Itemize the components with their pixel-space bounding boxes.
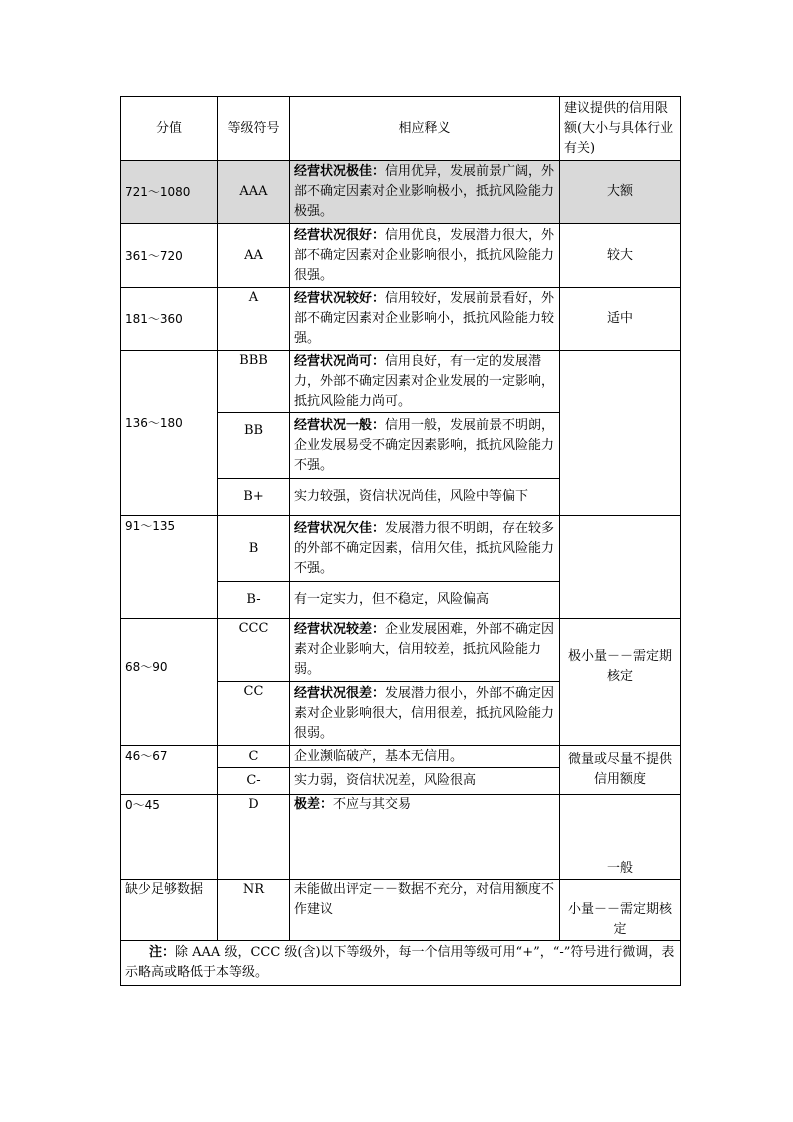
meaning-cell — [290, 795, 560, 880]
meaning-text: 信用优异，发展前景广阔，外部不确定因素对企业影响极小，抵抗风险能力极强。 — [294, 164, 555, 219]
header-limit: 建议提供的信用限额(大小与具体行业有关) — [560, 97, 681, 161]
meaning-text: 信用较好，发展前景看好，外部不确定因素对企业影响小，抵抗风险能力较强。 — [294, 291, 555, 346]
limit-cell: 小量－－需定期核定 — [560, 880, 681, 941]
score-cell: 91～135 — [121, 516, 218, 619]
note-cell — [121, 941, 681, 986]
limit-cell: 较大 — [560, 224, 681, 288]
meaning-text: 信用一般，发展前景不明朗，企业发展易受不确定因素影响，抵抗风险能力不强。 — [294, 417, 555, 473]
grade-cell: B- — [218, 582, 290, 619]
note-text: 除 AAA 级，CCC 级(含)以下等级外，每一个信用等级可用“+”，“-”符号进行微调，表示略高或略低于本等级。 — [125, 945, 675, 980]
header-row — [121, 97, 681, 161]
meaning-bold: 经营状况较好： — [294, 291, 386, 306]
meaning-bold: 经营状况尚可： — [294, 353, 386, 369]
meaning-cell — [290, 351, 560, 413]
table-row — [121, 288, 681, 351]
meaning-text: 发展潜力很小，外部不确定因素对企业影响很大，信用很差，抵抗风险能力很弱。 — [294, 685, 555, 741]
score-cell: 181～360 — [121, 288, 218, 351]
grade-cell: AA — [218, 224, 290, 288]
limit-cell: 微量或尽量不提供信用额度 — [560, 746, 681, 795]
grade-cell: CC — [218, 682, 290, 746]
header-grade: 等级符号 — [218, 97, 290, 161]
meaning-cell — [290, 682, 560, 746]
meaning-bold: 经营状况很好： — [294, 227, 386, 243]
meaning-cell — [290, 619, 560, 682]
table-row — [121, 224, 681, 288]
meaning-cell — [290, 516, 560, 582]
meaning-cell: 有一定实力，但不稳定，风险偏高 — [290, 582, 560, 619]
table-row — [121, 516, 681, 582]
meaning-bold: 经营状况很差： — [294, 685, 386, 701]
grade-cell: NR — [218, 880, 290, 941]
meaning-text: 企业发展困难，外部不确定因素对企业影响大，信用较差，抵抗风险能力弱。 — [294, 622, 555, 677]
table-row — [121, 351, 681, 413]
grade-cell: A — [218, 288, 290, 351]
table-row — [121, 161, 681, 224]
grade-cell: C — [218, 746, 290, 768]
score-cell: 0～45 — [121, 795, 218, 880]
meaning-text: 信用优良，发展潜力很大，外部不确定因素对企业影响很小，抵抗风险能力很强。 — [294, 227, 555, 283]
meaning-cell: 未能做出评定－－数据不充分，对信用额度不作建议 — [290, 880, 560, 941]
table-row — [121, 619, 681, 682]
grade-cell: BB — [218, 413, 290, 479]
score-cell: 721～1080 — [121, 161, 218, 224]
meaning-text: 信用良好，有一定的发展潜力，外部不确定因素对企业发展的一定影响，抵抗风险能力尚可。 — [294, 353, 555, 409]
grade-cell: CCC — [218, 619, 290, 682]
meaning-cell — [290, 413, 560, 479]
credit-rating-table — [120, 96, 681, 986]
header-meaning: 相应释义 — [290, 97, 560, 161]
limit-cell: 大额 — [560, 161, 681, 224]
grade-cell: D — [218, 795, 290, 880]
meaning-cell — [290, 224, 560, 288]
score-cell: 68～90 — [121, 619, 218, 746]
score-cell: 缺少足够数据 — [121, 880, 218, 941]
meaning-cell — [290, 288, 560, 351]
limit-cell-empty — [560, 516, 681, 619]
meaning-cell: 企业濒临破产，基本无信用。 — [290, 746, 560, 768]
limit-cell: 极小量－－需定期核定 — [560, 619, 681, 746]
meaning-bold: 经营状况极佳： — [294, 164, 386, 179]
grade-cell: BBB — [218, 351, 290, 413]
meaning-bold: 经营状况一般： — [294, 417, 386, 433]
note-label: 注： — [149, 945, 176, 960]
score-cell: 136～180 — [121, 351, 218, 516]
grade-cell: B — [218, 516, 290, 582]
meaning-text: 发展潜力很不明朗，存在较多的外部不确定因素，信用欠佳，抵抗风险能力不强。 — [294, 520, 555, 576]
note-row — [121, 941, 681, 986]
meaning-cell: 实力弱，资信状况差，风险很高 — [290, 768, 560, 795]
grade-cell: C- — [218, 768, 290, 795]
grade-cell: B+ — [218, 479, 290, 516]
limit-cell: 适中 — [560, 288, 681, 351]
table-row — [121, 880, 681, 941]
score-cell: 46～67 — [121, 746, 218, 795]
meaning-bold: 极差： — [294, 797, 334, 812]
meaning-bold: 经营状况较差： — [294, 622, 386, 637]
table-row — [121, 746, 681, 768]
meaning-text: 不应与其交易 — [333, 797, 412, 812]
score-cell: 361～720 — [121, 224, 218, 288]
meaning-cell: 实力较强，资信状况尚佳，风险中等偏下 — [290, 479, 560, 516]
limit-cell-empty — [560, 351, 681, 516]
table-row — [121, 795, 681, 880]
header-score: 分值 — [121, 97, 218, 161]
meaning-cell — [290, 161, 560, 224]
limit-cell: 一般 — [560, 795, 681, 880]
meaning-bold: 经营状况欠佳： — [294, 520, 386, 536]
grade-cell: AAA — [218, 161, 290, 224]
